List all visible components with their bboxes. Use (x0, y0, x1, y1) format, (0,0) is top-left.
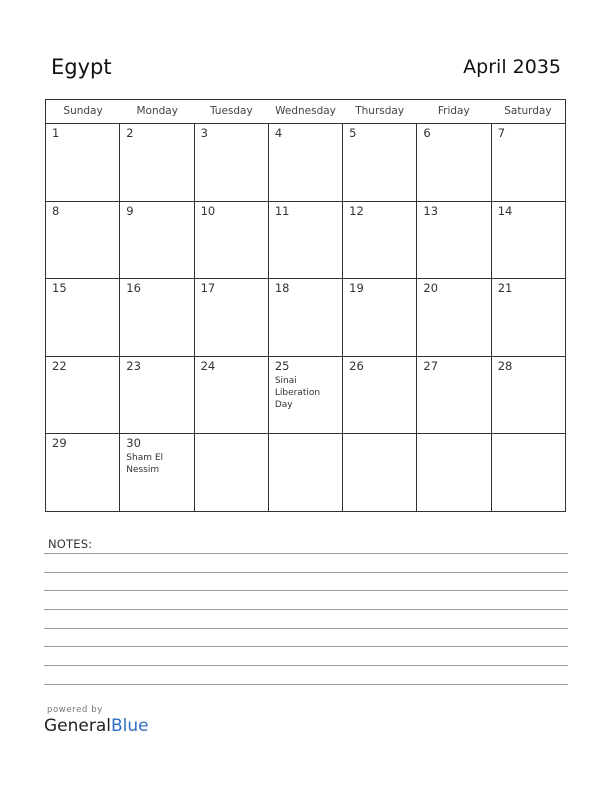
notes-line (44, 684, 568, 685)
country-title: Egypt (51, 55, 112, 79)
logo-blue-text: Blue (111, 716, 149, 736)
day-number: 20 (423, 281, 439, 296)
day-number: 12 (349, 203, 364, 218)
day-cell-empty (417, 434, 491, 512)
day-number: 9 (126, 203, 134, 218)
logo-general-text: General (44, 716, 111, 736)
day-number: 3 (200, 126, 208, 140)
day-cell (195, 279, 269, 356)
weekday-header-friday: Friday (437, 105, 470, 117)
notes-line (44, 665, 568, 666)
day-number: 8 (52, 203, 60, 218)
day-number: 23 (126, 358, 141, 373)
day-number: 30 (126, 436, 141, 451)
day-number: 2 (126, 126, 134, 140)
notes-line (44, 553, 568, 554)
day-number: 7 (497, 126, 506, 140)
day-number: 22 (52, 358, 67, 373)
day-cell (417, 279, 491, 356)
week-row-3 (46, 279, 565, 357)
day-number: 21 (497, 281, 513, 296)
day-cell (46, 279, 120, 356)
day-cell (195, 124, 269, 201)
day-cell (492, 124, 565, 201)
powered-by-text: powered by (47, 705, 103, 715)
day-cell (120, 124, 194, 201)
notes-label: NOTES: (48, 537, 93, 551)
day-cell-empty (195, 434, 269, 512)
day-number: 13 (423, 203, 439, 218)
week-row-4 (46, 357, 565, 435)
weekday-header-tuesday: Tuesday (209, 105, 253, 117)
day-cell-empty (492, 434, 565, 512)
day-cell (269, 279, 343, 356)
weekday-header-row (46, 100, 565, 124)
holiday-label: Sinai Liberation Day (274, 375, 321, 410)
day-cell (46, 202, 120, 279)
notes-line (44, 590, 568, 591)
day-number: 1 (52, 126, 60, 140)
day-cell (492, 202, 565, 279)
day-cell (120, 202, 194, 279)
day-number: 4 (274, 126, 283, 140)
day-cell (343, 124, 417, 201)
notes-line (44, 628, 568, 629)
day-cell (343, 202, 417, 279)
week-row-5 (46, 434, 565, 512)
weekday-header-sunday: Sunday (63, 105, 103, 117)
weekday-header-thursday: Thursday (355, 105, 405, 117)
day-cell (343, 279, 417, 356)
day-cell (46, 434, 120, 512)
holiday-label: Sham El Nessim (126, 453, 164, 476)
day-number: 14 (497, 203, 513, 218)
day-cell (46, 124, 120, 201)
day-number: 19 (349, 281, 364, 296)
day-number: 11 (274, 203, 290, 218)
day-cell-empty (269, 434, 343, 512)
day-cell (417, 124, 491, 201)
week-row-1 (46, 124, 565, 202)
day-cell (492, 279, 565, 356)
day-number: 6 (423, 126, 431, 140)
notes-line (44, 646, 568, 647)
weekday-header-monday: Monday (136, 105, 178, 117)
day-cell (195, 357, 269, 434)
day-cell (343, 357, 417, 434)
day-cell-empty (343, 434, 417, 512)
day-cell (120, 279, 194, 356)
day-number: 5 (349, 126, 357, 140)
day-cell (269, 357, 343, 434)
day-number: 18 (274, 281, 290, 296)
generalblue-logo[interactable] (44, 716, 149, 736)
day-number: 16 (126, 281, 141, 296)
day-number: 29 (52, 436, 67, 451)
day-number: 10 (200, 203, 216, 218)
day-number: 24 (200, 358, 216, 373)
day-number: 25 (274, 358, 290, 373)
calendar-grid (45, 99, 566, 512)
day-cell (195, 202, 269, 279)
month-year-title: April 2035 (463, 56, 561, 78)
day-cell (269, 124, 343, 201)
day-cell (120, 357, 194, 434)
day-cell (492, 357, 565, 434)
weekday-header-wednesday: Wednesday (275, 105, 336, 117)
day-number: 17 (200, 281, 216, 296)
day-number: 28 (497, 358, 513, 373)
day-cell (269, 202, 343, 279)
day-number: 15 (52, 281, 67, 296)
day-cell (417, 202, 491, 279)
day-cell (120, 434, 194, 512)
day-number: 27 (423, 358, 439, 373)
day-cell (46, 357, 120, 434)
notes-line (44, 572, 568, 573)
day-cell (417, 357, 491, 434)
week-row-2 (46, 202, 565, 280)
day-number: 26 (349, 358, 364, 373)
notes-line (44, 609, 568, 610)
weekday-header-saturday: Saturday (504, 105, 552, 117)
